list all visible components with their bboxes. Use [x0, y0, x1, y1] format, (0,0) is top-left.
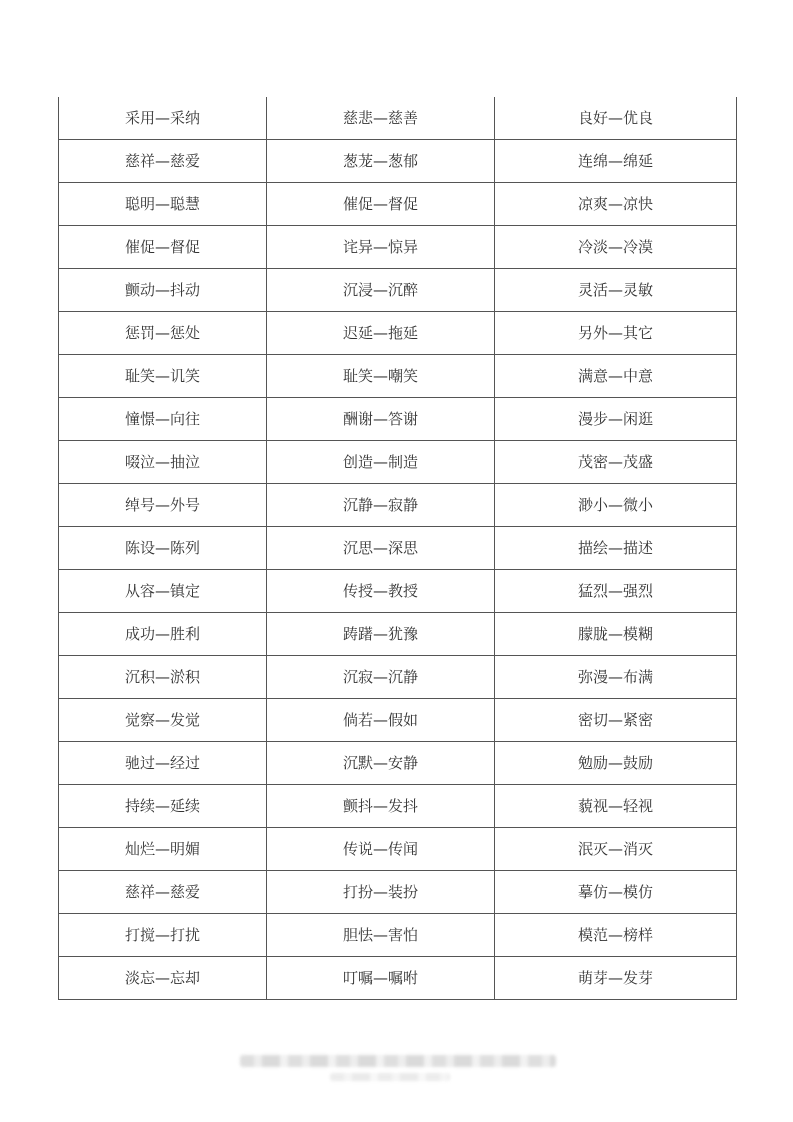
table-cell: 满意—中意: [495, 355, 737, 398]
table-cell: 聪明—聪慧: [59, 183, 267, 226]
table-row: [59, 183, 737, 226]
table-cell: 沉静—寂静: [267, 484, 495, 527]
table-cell: 淡忘—忘却: [59, 957, 267, 1000]
table-cell: 冷淡—冷漠: [495, 226, 737, 269]
table-cell: 采用—采纳: [59, 97, 267, 140]
table-row: [59, 656, 737, 699]
table-cell: 惩罚—惩处: [59, 312, 267, 355]
table-cell: 传授—教授: [267, 570, 495, 613]
table-cell: 沉默—安静: [267, 742, 495, 785]
table-row: [59, 914, 737, 957]
table-cell: 创造—制造: [267, 441, 495, 484]
blurred-watermark-line: [330, 1073, 450, 1081]
table-cell: 觉察—发觉: [59, 699, 267, 742]
table-row: [59, 828, 737, 871]
table-cell: 胆怯—害怕: [267, 914, 495, 957]
table-cell: 藐视—轻视: [495, 785, 737, 828]
table-row: [59, 613, 737, 656]
table-cell: 描绘—描述: [495, 527, 737, 570]
table-cell: 成功—胜利: [59, 613, 267, 656]
table-row: [59, 269, 737, 312]
table-cell: 传说—传闻: [267, 828, 495, 871]
table-row: [59, 355, 737, 398]
table-cell: 灵活—灵敏: [495, 269, 737, 312]
table-cell: 绰号—外号: [59, 484, 267, 527]
table-cell: 踌躇—犹豫: [267, 613, 495, 656]
table-row: [59, 312, 737, 355]
table-cell: 灿烂—明媚: [59, 828, 267, 871]
synonym-table: [58, 97, 737, 1000]
table-cell: 另外—其它: [495, 312, 737, 355]
table-cell: 颤抖—发抖: [267, 785, 495, 828]
table-cell: 摹仿—模仿: [495, 871, 737, 914]
table-cell: 打搅—打扰: [59, 914, 267, 957]
table-cell: 慈悲—慈善: [267, 97, 495, 140]
table-row: [59, 742, 737, 785]
table-cell: 驰过—经过: [59, 742, 267, 785]
table-cell: 慈祥—慈爱: [59, 871, 267, 914]
table-cell: 朦胧—模糊: [495, 613, 737, 656]
table-cell: 慈祥—慈爱: [59, 140, 267, 183]
table-cell: 沉浸—沉醉: [267, 269, 495, 312]
table-cell: 迟延—拖延: [267, 312, 495, 355]
table-cell: 葱茏—葱郁: [267, 140, 495, 183]
table-cell: 叮嘱—嘱咐: [267, 957, 495, 1000]
table-cell: 茂密—茂盛: [495, 441, 737, 484]
table-cell: 颤动—抖动: [59, 269, 267, 312]
table-cell: 凉爽—凉快: [495, 183, 737, 226]
table-cell: 打扮—装扮: [267, 871, 495, 914]
table-cell: 连绵—绵延: [495, 140, 737, 183]
table-row: [59, 527, 737, 570]
table-cell: 勉励—鼓励: [495, 742, 737, 785]
table-cell: 从容—镇定: [59, 570, 267, 613]
table-cell: 啜泣—抽泣: [59, 441, 267, 484]
synonym-table-body: [59, 97, 737, 1000]
table-cell: 沉思—深思: [267, 527, 495, 570]
table-cell: 沉积—淤积: [59, 656, 267, 699]
table-cell: 持续—延续: [59, 785, 267, 828]
table-cell: 憧憬—向往: [59, 398, 267, 441]
table-cell: 耻笑—讥笑: [59, 355, 267, 398]
table-cell: 弥漫—布满: [495, 656, 737, 699]
table-row: [59, 140, 737, 183]
table-cell: 漫步—闲逛: [495, 398, 737, 441]
table-row: [59, 699, 737, 742]
table-cell: 催促—督促: [267, 183, 495, 226]
table-row: [59, 97, 737, 140]
table-cell: 泯灭—消灭: [495, 828, 737, 871]
table-cell: 酬谢—答谢: [267, 398, 495, 441]
table-row: [59, 570, 737, 613]
blurred-watermark: [240, 1055, 556, 1085]
table-row: [59, 957, 737, 1000]
table-row: [59, 226, 737, 269]
table-cell: 沉寂—沉静: [267, 656, 495, 699]
table-row: [59, 441, 737, 484]
table-cell: 密切—紧密: [495, 699, 737, 742]
table-row: [59, 871, 737, 914]
table-row: [59, 484, 737, 527]
table-cell: 催促—督促: [59, 226, 267, 269]
table-row: [59, 785, 737, 828]
table-cell: 猛烈—强烈: [495, 570, 737, 613]
table-cell: 模范—榜样: [495, 914, 737, 957]
blurred-watermark-line: [240, 1055, 556, 1067]
table-cell: 陈设—陈列: [59, 527, 267, 570]
table-cell: 渺小—微小: [495, 484, 737, 527]
table-row: [59, 398, 737, 441]
table-cell: 耻笑—嘲笑: [267, 355, 495, 398]
table-cell: 良好—优良: [495, 97, 737, 140]
table-cell: 萌芽—发芽: [495, 957, 737, 1000]
table-cell: 诧异—惊异: [267, 226, 495, 269]
table-cell: 倘若—假如: [267, 699, 495, 742]
